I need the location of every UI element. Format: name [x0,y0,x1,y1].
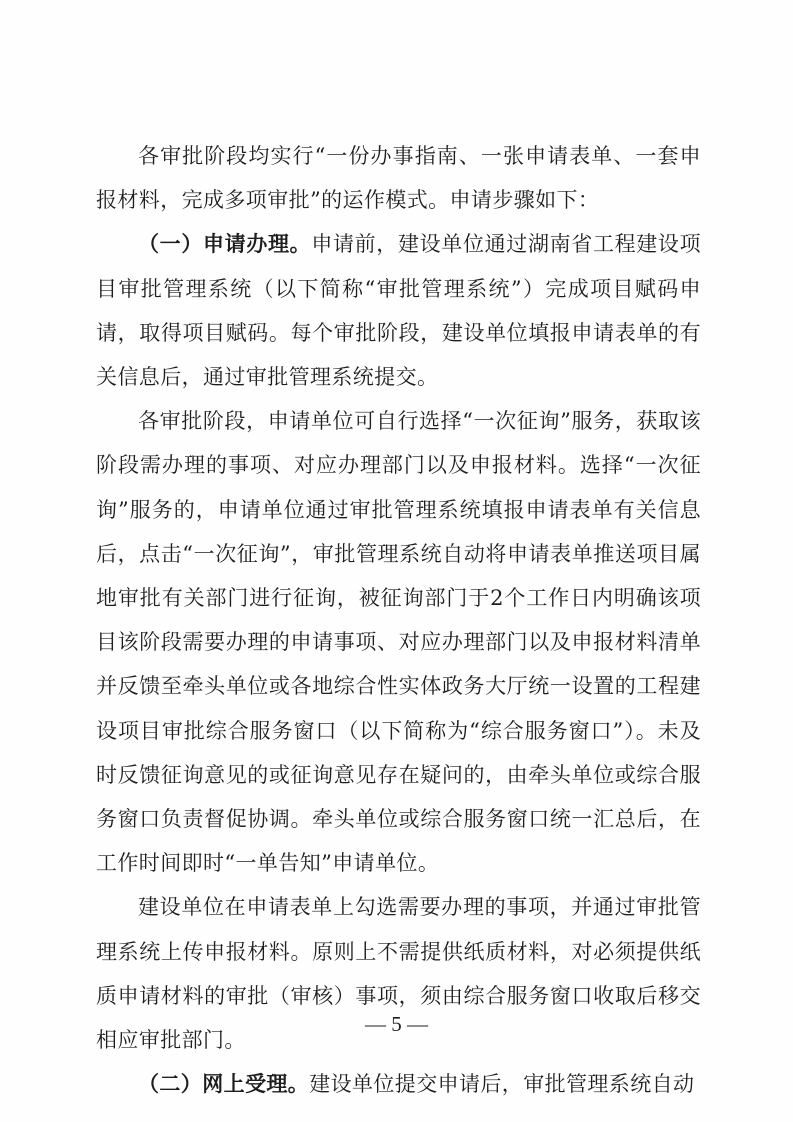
paragraph-consultation [96,399,701,885]
paragraph-text: 建设单位提交申请后，审批管理系统自动 [309,1072,695,1097]
page-number: — 5 — [365,1012,428,1036]
paragraph-text: 建设单位在申请表单上勾选需要办理的事项，并通过审批管理系统上传申报材料。原则上不需提供纸质材料，对必须提供纸质申请材料的审批（审核）事项，须由综合服务窗口收取后移交相应审批部门。 [96,895,701,1053]
paragraph-text: 各审批阶段均实行“一份办事指南、一张申请表单、一套申报材料，完成多项审批”的运作模式。申请步骤如下： [96,144,701,213]
paragraph-text: 各审批阶段，申请单位可自行选择“一次征询”服务，获取该阶段需办理的事项、对应办理部门以及申报材料。选择“一次征询”服务的，申请单位通过审批管理系统填报申请表单有关信息后，点击“一次征询”，审批管理系统自动将申请表单推送项目属地审批有关部门进行征询，被征询部门于2个工作日内明确该项目该阶段需要办理的申请事项、对应办理部门以及申报材料清单并反馈至牵头单位或各地综合性实体政务大厅统一设置的工程建设项目审批综合服务窗口（以下简称为“综合服务窗口”）。未及时反馈征询意见的或征询意见存在疑问的，由牵头单位或综合服务窗口负责督促协调。牵头单位或综合服务窗口统一汇总后，在工作时间即时“一单告知”申请单位。 [96,409,701,876]
section-heading-online-acceptance: （二）网上受理。 [138,1071,310,1097]
paragraph-application [96,222,701,399]
section-heading-application: （一）申请办理。 [138,231,312,257]
paragraph-online-acceptance [96,1062,701,1106]
paragraph-text: 申请前，建设单位通过湖南省工程建设项目审批管理系统（以下简称“审批管理系统”）完成项目赋码申请，取得项目赋码。每个审批阶段，建设单位填报申请表单的有关信息后，通过审批管理系统提交。 [96,232,701,390]
document-body [96,134,701,1106]
paragraph-intro [96,134,701,222]
